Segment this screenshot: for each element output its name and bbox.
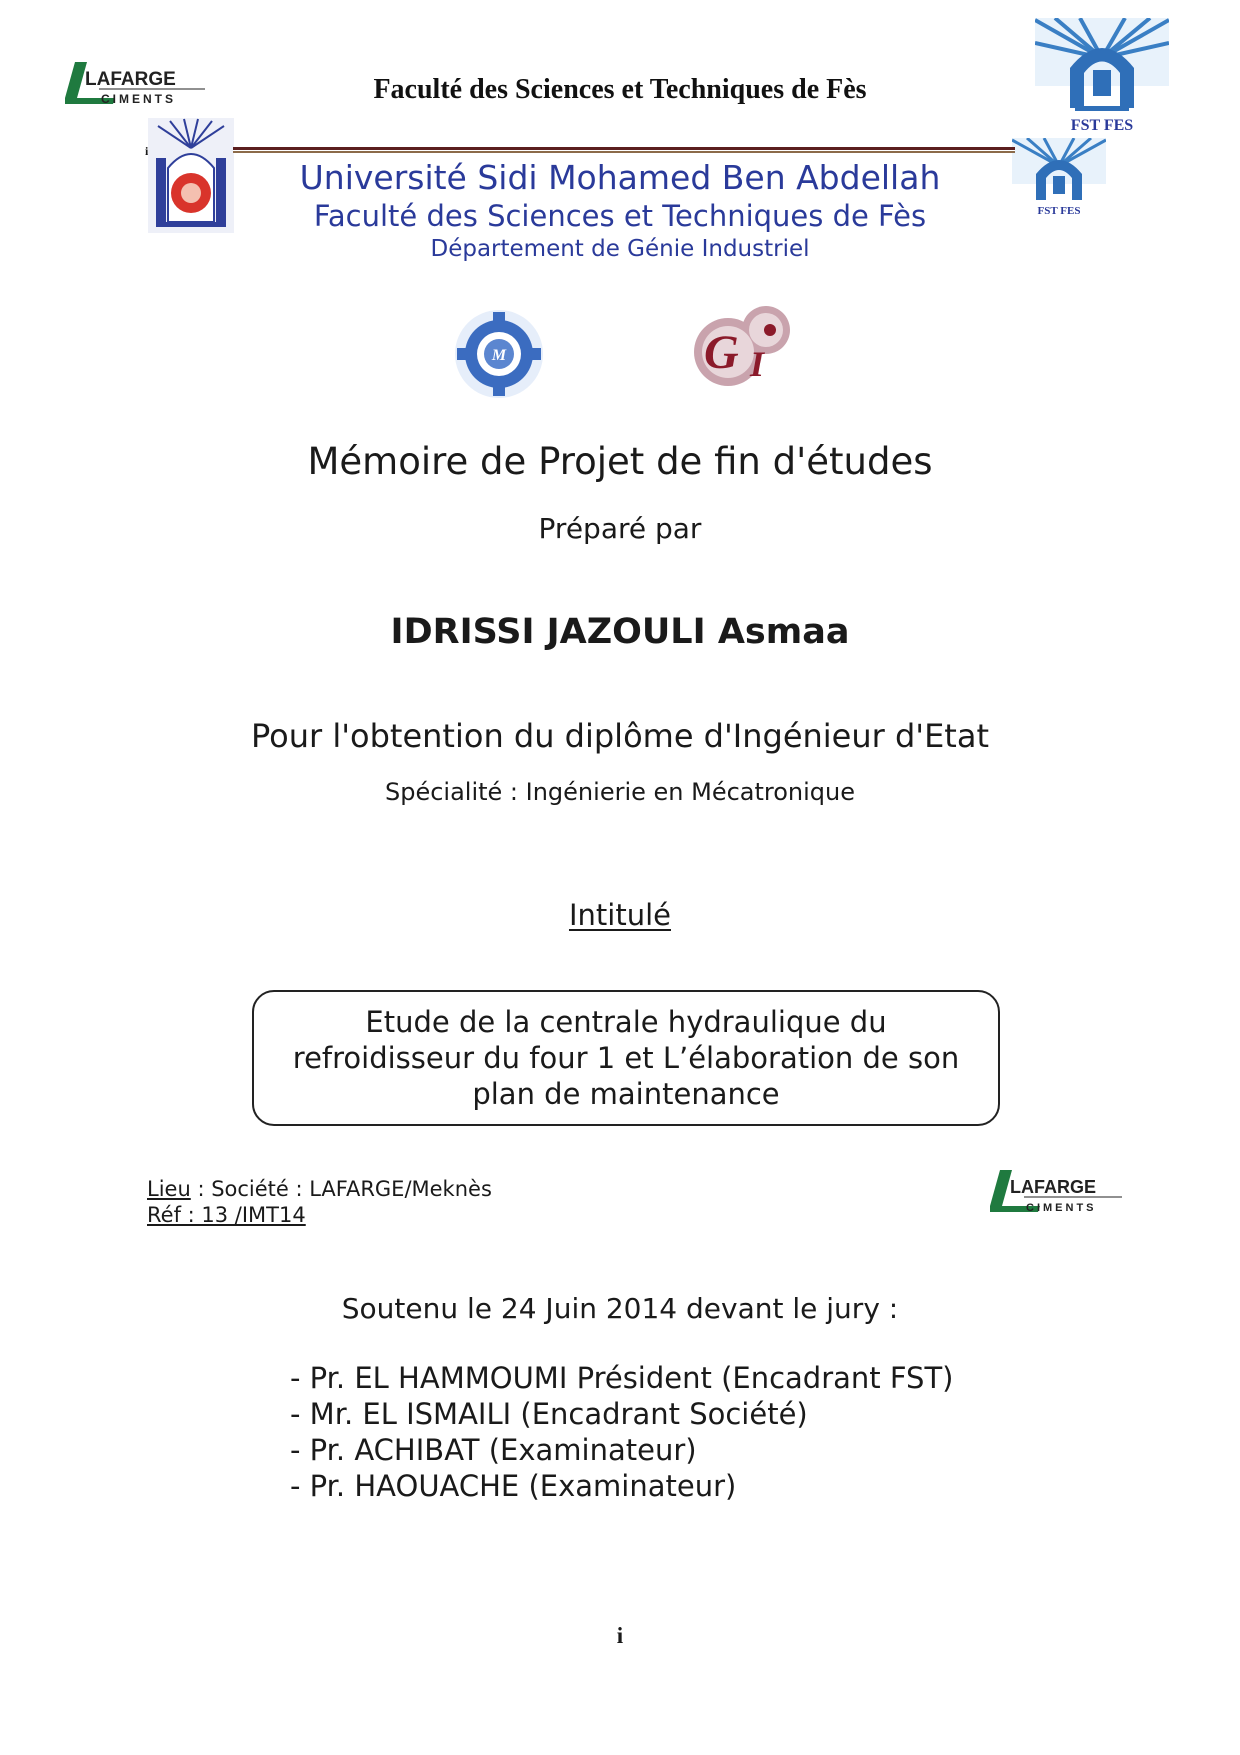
lafarge-right-word: LAFARGE bbox=[1010, 1177, 1097, 1197]
faculty-name: Faculté des Sciences et Techniques de Fès bbox=[313, 199, 927, 233]
lafarge-right-sub: CIMENTS bbox=[1026, 1202, 1097, 1214]
memoire-title: Mémoire de Projet de fin d'études bbox=[307, 440, 933, 483]
tiny-mark: i bbox=[145, 144, 149, 158]
jury-member: - Pr. ACHIBAT (Examinateur) bbox=[290, 1433, 697, 1467]
mecatronique-gear-logo bbox=[451, 308, 547, 400]
lafarge-logo-right bbox=[990, 1168, 1130, 1216]
reference-line: Réf : 13 /IMT14 bbox=[147, 1203, 306, 1227]
project-title-box bbox=[252, 990, 1000, 1126]
diploma-line: Pour l'obtention du diplôme d'Ingénieur d'Etat bbox=[250, 717, 989, 755]
jury-member: - Mr. EL ISMAILI (Encadrant Société) bbox=[290, 1397, 808, 1431]
specialty-line: Spécialité : Ingénierie en Mécatronique bbox=[384, 778, 856, 806]
jury-member: - Pr. EL HAMMOUMI Président (Encadrant FST) bbox=[290, 1361, 954, 1395]
author-name: IDRISSI JAZOULI Asmaa bbox=[390, 612, 850, 652]
lafarge-sub: CIMENTS bbox=[101, 92, 176, 106]
lafarge-word: LAFARGE bbox=[85, 69, 176, 90]
fst-fes-small-logo-text: FST FES bbox=[1037, 205, 1081, 217]
fst-fes-logo-text: FST FES bbox=[1070, 117, 1134, 134]
jury-member: - Pr. HAOUACHE (Examinateur) bbox=[290, 1469, 737, 1503]
gi-letter-g: G bbox=[704, 326, 739, 379]
project-title: Etude de la centrale hydraulique du refroidisseur du four 1 et L’élaboration de son plan de maintenance bbox=[292, 1005, 960, 1111]
jury-list bbox=[290, 1360, 954, 1504]
prepared-by: Préparé par bbox=[538, 512, 702, 545]
header-divider bbox=[233, 147, 1015, 154]
header-title: Faculté des Sciences et Techniques de Fès bbox=[373, 74, 867, 105]
defense-line: Soutenu le 24 Juin 2014 devant le jury : bbox=[341, 1292, 899, 1325]
university-name: Université Sidi Mohamed Ben Abdellah bbox=[299, 158, 941, 197]
lieu-value: : Société : LAFARGE/Meknès bbox=[190, 1177, 492, 1201]
lieu-label: Lieu bbox=[147, 1177, 191, 1201]
gi-letter-i: I bbox=[750, 344, 765, 384]
intitule-label: Intitulé bbox=[568, 898, 671, 932]
fst-fes-logo bbox=[1035, 18, 1169, 136]
department-name: Département de Génie Industriel bbox=[430, 236, 810, 262]
mecatronique-letter: M bbox=[491, 347, 507, 364]
page-number: i bbox=[616, 1623, 624, 1648]
lieu-line bbox=[147, 1177, 492, 1201]
genie-industriel-logo bbox=[686, 300, 798, 400]
